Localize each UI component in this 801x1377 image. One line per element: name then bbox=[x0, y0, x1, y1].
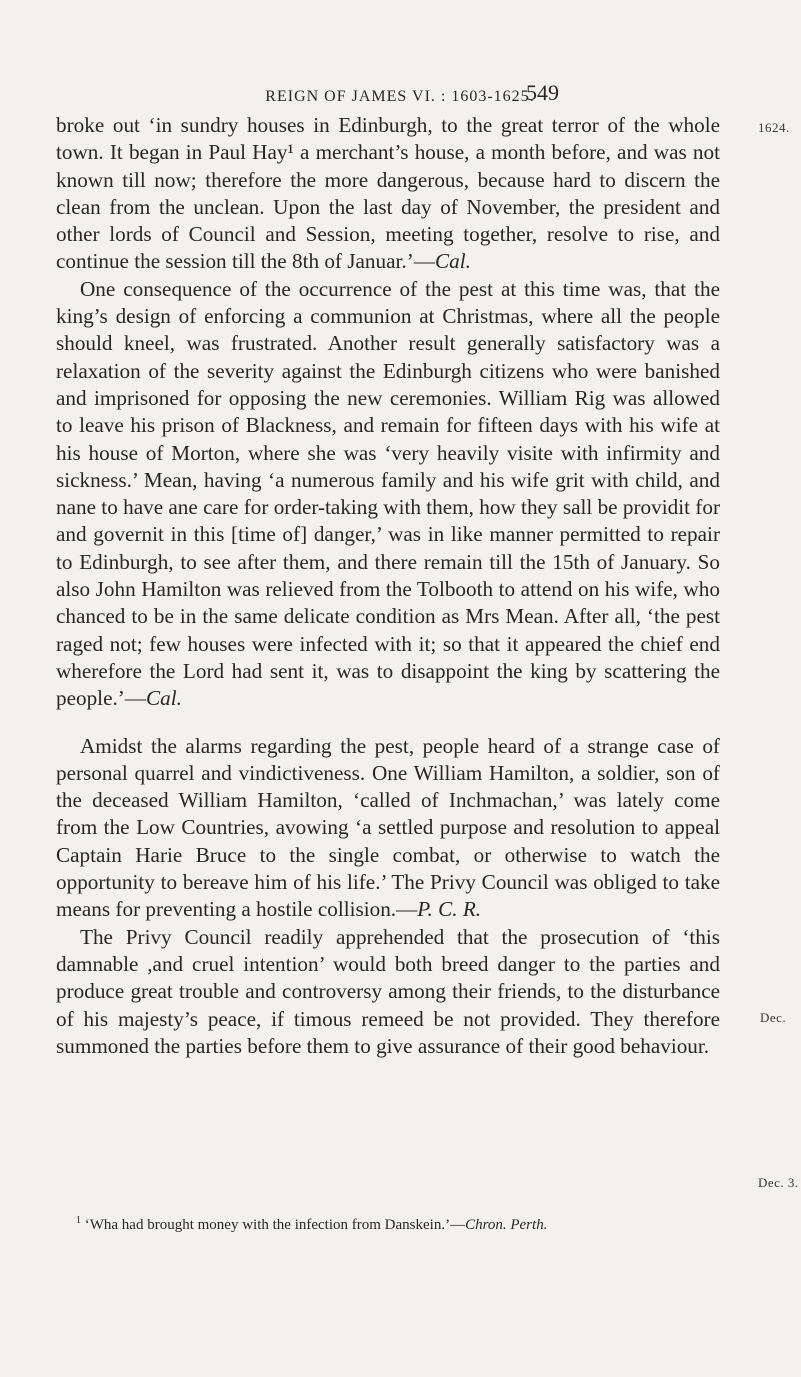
margin-note-year: 1624. bbox=[758, 120, 790, 135]
page-number: 549 bbox=[526, 80, 559, 105]
footnote bbox=[76, 1212, 756, 1234]
paragraph-3: Amidst the alarms regarding the pest, people heard of a strange case of personal quarrel and vindictiveness. One William Hamilton, a soldier, son of the deceased William Hamilton, ‘called of Inchmachan,’ was lately come from the Low Countries, avowing ‘a settled purpose and resolution to appeal Captain Harie Bruce to the single combat, or otherwise to watch the opportunity to bereave him of his life.’ The Privy Council was obliged to take means for preventing a hostile collision.—P. C. R. bbox=[56, 733, 720, 922]
footnote-text: ‘Wha had brought money with the infection from Danskein.’— bbox=[84, 1217, 466, 1233]
margin-note-dec-3: Dec. 3. bbox=[758, 1175, 799, 1190]
paragraph-4: The Privy Council readily apprehended that the prosecution of ‘this damnable ,and cruel intention’ would both breed danger to the parties and produce great trouble and controversy among their friends, to the disturbance of his majesty’s peace, if timous remeed be not provided. They therefore summoned the parties before them to give assurance of their good behaviour. bbox=[56, 924, 720, 1058]
citation: P. C. R. bbox=[417, 897, 482, 922]
citation: Cal. bbox=[146, 686, 182, 711]
body-text bbox=[56, 112, 720, 1060]
running-title: REIGN OF JAMES VI. : 1603-1625. bbox=[265, 88, 535, 105]
footnote-citation: Chron. Perth. bbox=[465, 1217, 548, 1233]
margin-note-dec: Dec. bbox=[760, 1010, 787, 1025]
paragraph-1: broke out ‘in sundry houses in Edinburgh, to the great terror of the whole town. It began in Paul Hay¹ a merchant’s house, a month before, and was not known till now; therefore the more dangerous, because hard to discern the clean from the unclean. Upon the last day of November, the president and other lords of Council and Session, meeting together, resolve to rise, and continue the session till the 8th of Januar.’—Cal. bbox=[56, 113, 720, 274]
paragraph-2: One consequence of the occurrence of the pest at this time was, that the king’s design of enforcing a communion at Christmas, where all the people should kneel, was frustrated. Another result generally satisfactory was a relaxation of the severity against the Edinburgh citizens who were banished and imprisoned for opposing the new ceremonies. William Rig was allowed to leave his prison of Blackness, and remain for fifteen days with his wife at his house of Morton, where she was ‘very heavily visite with infirmity and sickness.’ Mean, having ‘a numerous family and his wife grit with child, and nane to have ane care for order-taking with them, how they sall be providit for and governit in this [time of] danger,’ was in like manner permitted to repair to Edinburgh, to see after them, and there remain till the 15th of January. So also John Hamilton was relieved from the Tolbooth to attend on his wife, who chanced to be in the same delicate condition as Mrs Mean. After all, ‘the pest raged not; few houses were infected with it; so that it appeared the chief end wherefore the Lord had sent it, was to disappoint the king by scattering the people.’—Cal. bbox=[56, 276, 720, 711]
footnote-marker: 1 bbox=[76, 1215, 81, 1226]
citation: Cal. bbox=[434, 249, 471, 274]
